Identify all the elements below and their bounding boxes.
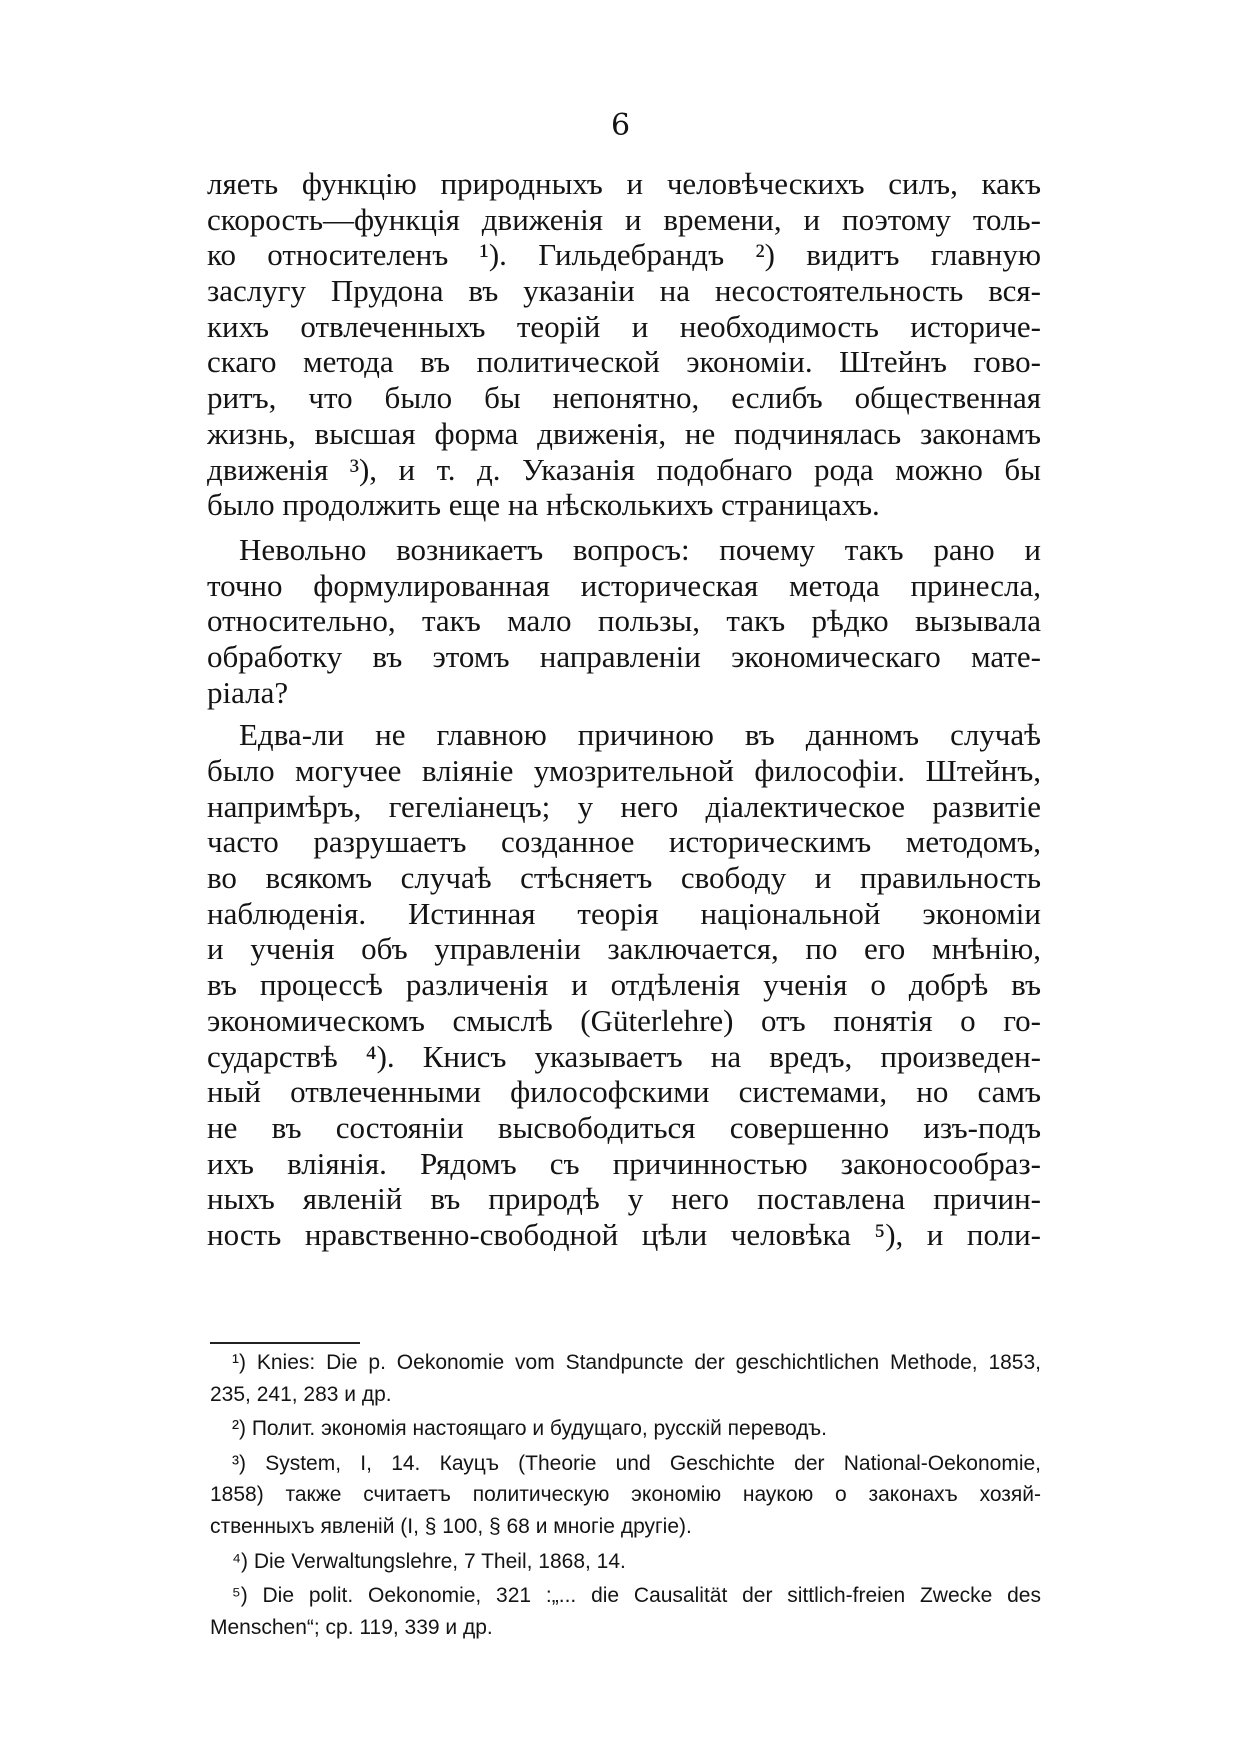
- footnote-line: ¹) Knies: Die p. Oekonomie vom Standpuncte der geschichtlichen Methode, 1853,: [232, 1351, 1041, 1374]
- text-line: не въ состояніи высвободиться совершенно изъ-подъ: [207, 1109, 1041, 1145]
- text-line: и ученія объ управленіи заключается, по его мнѣнію,: [207, 931, 1041, 967]
- footnote-line: Menschen“; ср. 119, 339 и др.: [210, 1615, 493, 1639]
- text-line: часто разрушаетъ созданное историческимъ методомъ,: [207, 824, 1041, 860]
- footnote-line: ственныхъ явленій (I, § 100, § 68 и многіе другіе).: [210, 1514, 692, 1538]
- footnote-line: 235, 241, 283 и др.: [210, 1382, 392, 1406]
- text-line: въ процессѣ различенія и отдѣленія ученія о добрѣ въ: [207, 967, 1041, 1003]
- text-line: было могучее вліяніе умозрительной философіи. Штейнъ,: [207, 753, 1041, 788]
- text-line: ныхъ явленій въ природѣ у него поставлена причин-: [207, 1181, 1041, 1217]
- text-line: жизнь, высшая форма движенія, не подчинялась законамъ: [207, 415, 1041, 451]
- footnote-line: ³) System, I, 14. Кауцъ (Theorie und Geschichte der National-Oekonomie,: [232, 1451, 1041, 1475]
- footnote-divider: [210, 1342, 360, 1344]
- text-line: ность нравственно-свободной цѣли человѣка ⁵), и поли-: [207, 1216, 1041, 1252]
- body-text: [207, 166, 1041, 1253]
- text-line: напримѣръ, гегеліанецъ; у него діалектическое развитіе: [207, 788, 1041, 824]
- text-line: экономическомъ смыслѣ (Güterlehre) отъ понятія о го-: [207, 1002, 1041, 1038]
- text-line: во всякомъ случаѣ стѣсняетъ свободу и правильность: [207, 860, 1041, 896]
- text-line: Едва-ли не главною причиною въ данномъ случаѣ: [239, 717, 1041, 753]
- text-line: ритъ, что было бы непонятно, еслибъ общественная: [207, 380, 1041, 416]
- text-line: точно формулированная историческая метода принесла,: [207, 567, 1041, 603]
- footnote-line: 1858) также считаетъ политическую экономію наукою о законахъ хозяй-: [210, 1483, 1041, 1507]
- text-line: движенія ³), и т. д. Указанія подобнаго рода можно бы: [207, 451, 1041, 487]
- text-line: ный отвлеченными философскими системами, но самъ: [207, 1074, 1041, 1110]
- text-line: ко относителенъ ¹). Гильдебрандъ ²) видитъ главную: [207, 237, 1041, 273]
- footnote-line: ²) Полит. экономія настоящаго и будущаго, русскій переводъ.: [232, 1417, 827, 1441]
- text-line: Невольно возникаетъ вопросъ: почему такъ рано и: [239, 531, 1041, 567]
- text-line: скорость—функція движенія и времени, и поэтому толь-: [207, 201, 1041, 237]
- text-line: заслугу Прудона въ указаніи на несостоятельность вся-: [207, 273, 1041, 309]
- page-number: 6: [610, 108, 631, 143]
- text-line: скаго метода въ политической экономіи. Штейнъ гово-: [207, 344, 1041, 380]
- text-line: ляеть функцію природныхъ и человѣческихъ силъ, какъ: [207, 166, 1041, 201]
- text-line: ріала?: [207, 674, 289, 710]
- text-line: наблюденія. Истинная теорія національной экономіи: [207, 895, 1041, 931]
- text-line: сударствѣ ⁴). Книсъ указываетъ на вредъ, произведен-: [207, 1038, 1041, 1074]
- text-line: ихъ вліянія. Рядомъ съ причинностью законосообраз-: [207, 1145, 1041, 1181]
- footnote-line: ⁵) Die polit. Oekonomie, 321 :„... die Causalität der sittlich-freien Zwecke des: [232, 1584, 1041, 1608]
- text-line: относительно, такъ мало пользы, такъ рѣдко вызывала: [207, 603, 1041, 639]
- footnotes: [210, 1347, 1041, 1643]
- text-line: кихъ отвлеченныхъ теорій и необходимость историче-: [207, 308, 1041, 344]
- footnote-line: ⁴) Die Verwaltungslehre, 7 Theil, 1868, 14.: [232, 1549, 626, 1573]
- text-line: было продолжить еще на нѣсколькихъ страницахъ.: [207, 487, 880, 523]
- text-line: обработку въ этомъ направленіи экономическаго мате-: [207, 638, 1041, 674]
